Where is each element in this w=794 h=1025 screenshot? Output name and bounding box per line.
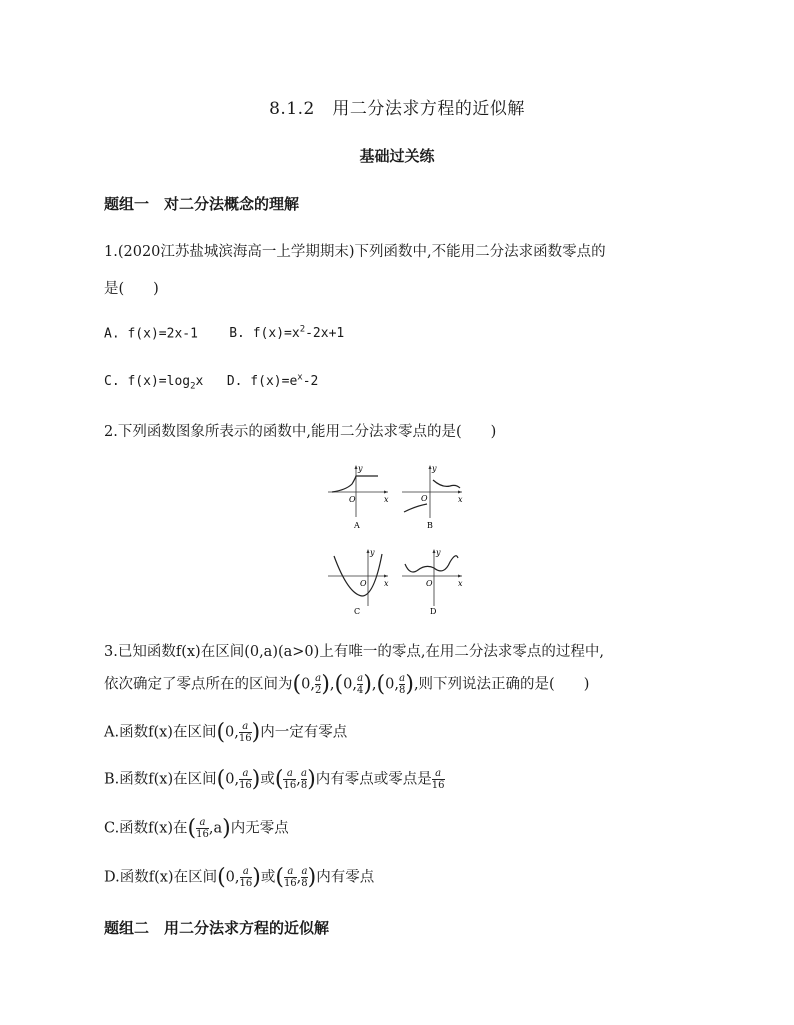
graph-d-origin: O bbox=[426, 579, 433, 588]
q3-stem-line2: 依次确定了零点所在的区间为(0, $\frac{a}{2}$ ),(0, $\frac{a}{4}$ ),(0, $\frac{a}{8}$ ),则下列说法正确的是( ) bbox=[104, 672, 590, 697]
q1-option-a: A. f(x)=2x-1 bbox=[104, 326, 198, 342]
graph-d-ylabel: y bbox=[436, 548, 441, 557]
q1-option-c: C. $f(x)=\log_2x$ bbox=[104, 374, 204, 392]
graph-a bbox=[326, 462, 390, 532]
graph-b bbox=[400, 462, 466, 532]
q1-stem-line2: 是( ) bbox=[104, 281, 159, 297]
graph-a-xlabel: x bbox=[384, 495, 389, 504]
q3-option-c: C.函数f(x)在( $\frac{a}{16}$ ,a)内无零点 bbox=[104, 816, 289, 841]
graph-c bbox=[326, 546, 392, 618]
q1-options-cd bbox=[104, 373, 318, 392]
page-title: 8.1.2 用二分法求方程的近似解 bbox=[269, 99, 525, 119]
graph-d-xlabel: x bbox=[458, 579, 463, 588]
graph-d bbox=[400, 546, 466, 618]
group-heading-1: 题组一 对二分法概念的理解 bbox=[104, 195, 300, 213]
q3-stem-line1: 3.已知函数f(x)在区间(0,a)(a>0)上有唯一的零点,在用二分法求零点的过程中, bbox=[104, 644, 605, 660]
graph-a-label: A bbox=[354, 521, 360, 530]
q1-stem-line1: 1.(2020江苏盐城滨海高一上学期期末)下列函数中,不能用二分法求函数零点的 bbox=[104, 244, 606, 260]
section-subtitle: 基础过关练 bbox=[359, 147, 435, 165]
graph-d-label: D bbox=[430, 607, 437, 616]
graph-b-ylabel: y bbox=[432, 464, 437, 473]
graph-b-label: B bbox=[427, 521, 433, 530]
graph-b-origin: O bbox=[421, 494, 428, 503]
group-heading-2: 题组二 用二分法求方程的近似解 bbox=[104, 919, 330, 937]
q3-option-a: A.函数f(x)在区间(0, $\frac{a}{16}$ )内一定有零点 bbox=[104, 720, 348, 745]
graph-c-xlabel: x bbox=[384, 579, 389, 588]
graph-c-ylabel: y bbox=[370, 548, 375, 557]
q1-option-b: B. $f(x)=x^2-2x+1$ bbox=[229, 325, 345, 342]
q3-option-d: D.函数f(x)在区间(0, $\frac{a}{16}$ )或( $\frac{a}{16}$ , $\frac{a}{8}$ )内有零点 bbox=[104, 865, 375, 890]
graph-a-origin: O bbox=[349, 495, 356, 504]
q1-options-ab bbox=[104, 325, 344, 341]
graph-c-label: C bbox=[354, 607, 361, 616]
graph-b-xlabel: x bbox=[458, 495, 463, 504]
q2-stem: 2.下列函数图象所表示的函数中,能用二分法求零点的是( ) bbox=[104, 424, 497, 440]
q3-option-b: B.函数f(x)在区间(0, $\frac{a}{16}$ )或( $\frac{a}{16}$ , $\frac{a}{8}$ )内有零点或零点是 $\frac{a}{16}$ bbox=[104, 767, 445, 792]
graph-a-ylabel: y bbox=[358, 464, 363, 473]
graph-c-origin: O bbox=[360, 579, 367, 588]
q1-option-d: D. $f(x)=e^x-2$ bbox=[226, 373, 319, 390]
